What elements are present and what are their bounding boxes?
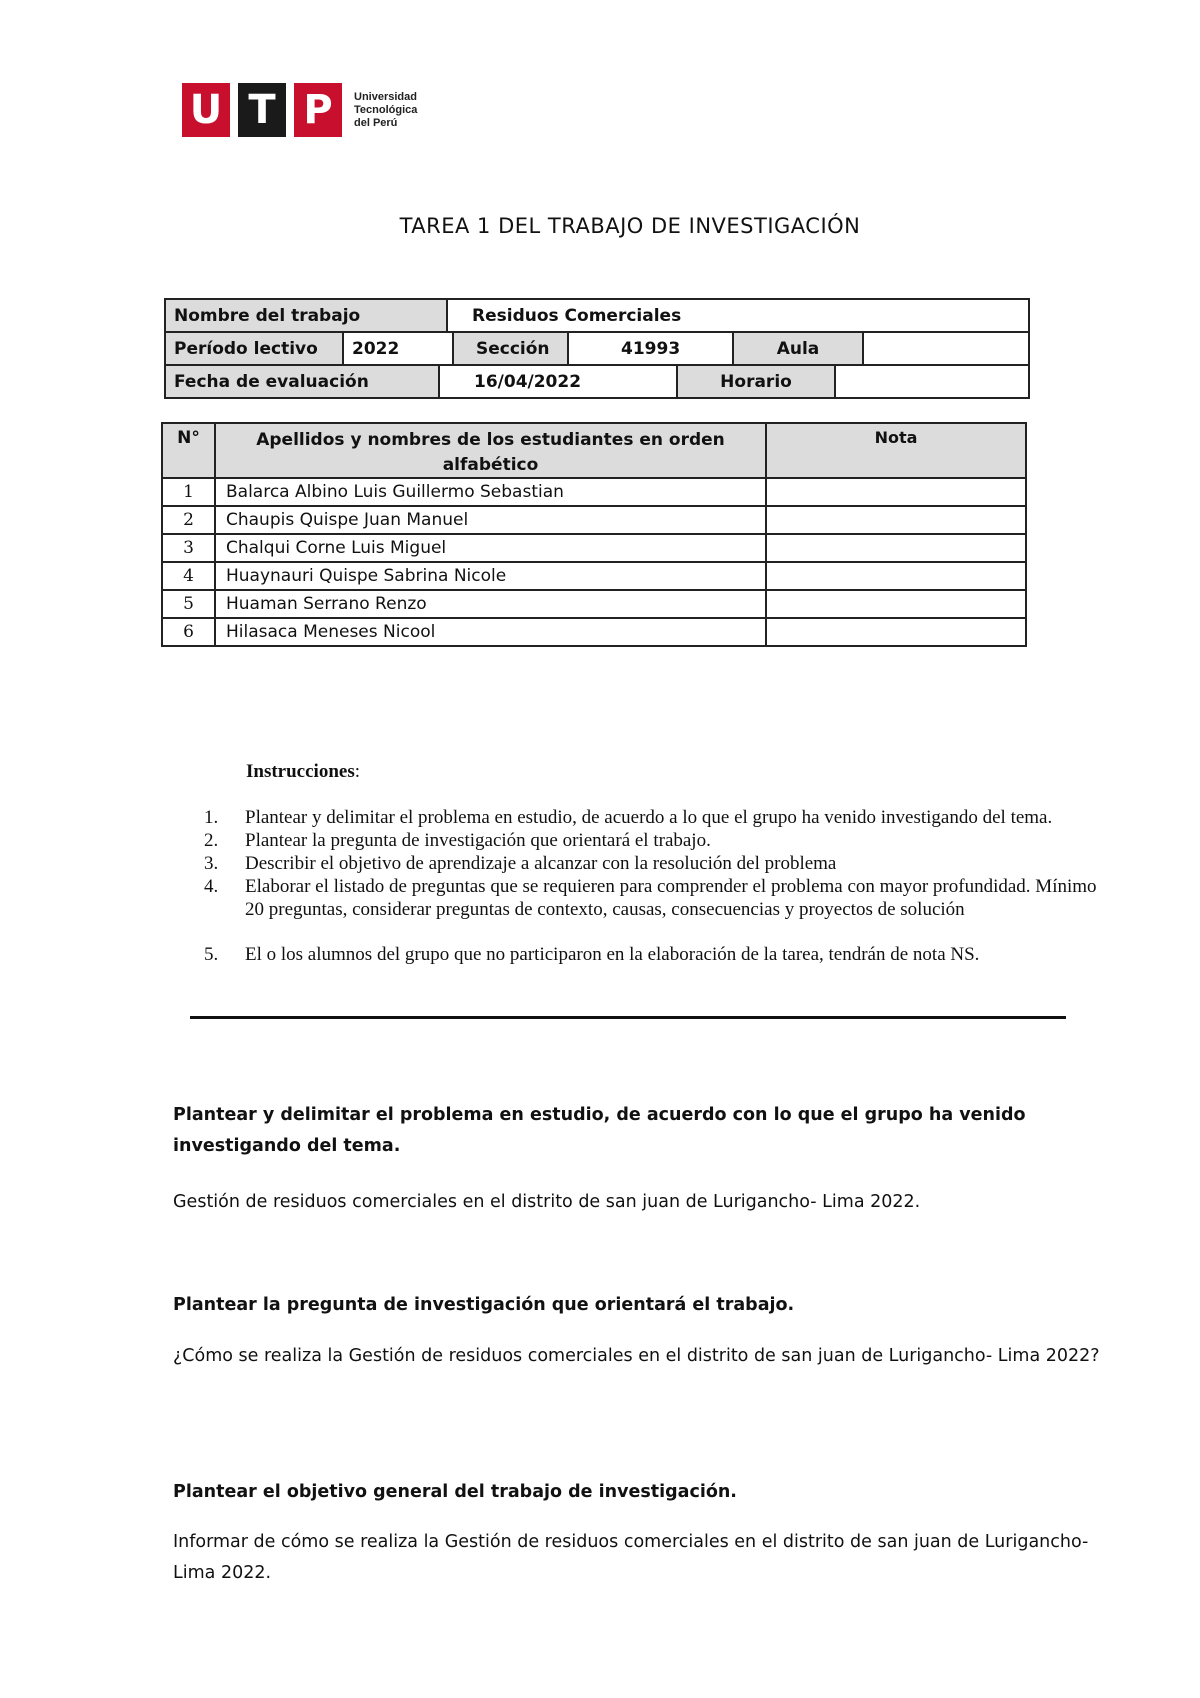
student-name: Chaupis Quispe Juan Manuel	[216, 507, 767, 533]
horario-value	[836, 366, 1028, 397]
instruction-item	[204, 943, 1104, 966]
logo-letter-p: P	[294, 83, 342, 137]
instructions-title-text: Instrucciones	[246, 761, 355, 782]
instructions-colon: :	[354, 761, 361, 782]
student-num: 1	[163, 479, 216, 505]
student-row	[163, 591, 1025, 619]
student-num: 2	[163, 507, 216, 533]
section-heading-problem: Plantear y delimitar el problema en estudio, de acuerdo con lo que el grupo ha venido investigando del tema.	[173, 1105, 1026, 1156]
logo-letter-u: U	[182, 83, 230, 137]
instructions-title	[246, 761, 360, 783]
nombre-value: Residuos Comerciales	[472, 305, 682, 326]
header-name: Apellidos y nombres de los estudiantes en orden alfabético	[216, 424, 767, 477]
logo-text	[354, 91, 417, 130]
student-name: Balarca Albino Luis Guillermo Sebastian	[216, 479, 767, 505]
instructions-list	[204, 806, 1104, 966]
section-text-question: ¿Cómo se realiza la Gestión de residuos comerciales en el distrito de san juan de Lurigancho- Lima 2022?	[173, 1346, 1100, 1366]
student-num: 3	[163, 535, 216, 561]
student-name: Hilasaca Meneses Nicool	[216, 619, 767, 645]
horario-label: Horario	[678, 366, 836, 397]
instruction-item	[204, 829, 1104, 852]
section-heading-question: Plantear la pregunta de investigación que orientará el trabajo.	[173, 1295, 795, 1315]
instruction-text: Plantear y delimitar el problema en estudio, de acuerdo a lo que el grupo ha venido investigando del tema.	[245, 807, 1053, 828]
section-heading-objective: Plantear el objetivo general del trabajo de investigación.	[173, 1482, 737, 1502]
header-grade: Nota	[874, 428, 918, 447]
student-row	[163, 479, 1025, 507]
instruction-num: 2.	[204, 830, 219, 851]
instruction-num: 4.	[204, 876, 219, 897]
student-row	[163, 535, 1025, 563]
fecha-value: 16/04/2022	[440, 366, 678, 397]
info-row-nombre	[166, 300, 1028, 333]
horizontal-rule	[190, 1016, 1066, 1019]
logo-line-2: Tecnológica	[354, 103, 418, 116]
student-num: 4	[163, 563, 216, 589]
document-title: TAREA 1 DEL TRABAJO DE INVESTIGACIÓN	[399, 214, 861, 238]
info-row-periodo	[166, 333, 1028, 366]
instruction-num: 1.	[204, 807, 219, 828]
info-row-fecha	[166, 366, 1028, 397]
student-name: Huaynauri Quispe Sabrina Nicole	[216, 563, 767, 589]
logo-line-3: del Perú	[354, 116, 398, 129]
student-grade	[767, 535, 1025, 561]
student-row	[163, 563, 1025, 591]
student-row	[163, 507, 1025, 535]
student-num: 5	[163, 591, 216, 617]
instruction-item	[204, 806, 1104, 829]
student-name: Chalqui Corne Luis Miguel	[216, 535, 767, 561]
instruction-text: Describir el objetivo de aprendizaje a alcanzar con la resolución del problema	[245, 853, 837, 874]
section-text-problem: Gestión de residuos comerciales en el distrito de san juan de Lurigancho- Lima 2022.	[173, 1192, 921, 1212]
instruction-item	[204, 852, 1104, 875]
student-grade	[767, 507, 1025, 533]
student-grade	[767, 479, 1025, 505]
instruction-item	[204, 875, 1104, 921]
seccion-label: Sección	[454, 333, 569, 364]
instruction-text: Elaborar el listado de preguntas que se requieren para comprender el problema con mayor profundidad. Mínimo 20 preguntas, considerar preguntas de contexto, causas, consecuencias y proyectos de solución	[245, 876, 1097, 920]
info-table	[164, 298, 1030, 399]
students-table	[161, 422, 1027, 647]
student-grade	[767, 591, 1025, 617]
utp-logo	[182, 83, 417, 137]
instruction-text: Plantear la pregunta de investigación que orientará el trabajo.	[245, 830, 711, 851]
instruction-num: 3.	[204, 853, 219, 874]
aula-value	[864, 333, 1028, 364]
header-num: N°	[163, 424, 216, 477]
nombre-label: Nombre del trabajo	[166, 300, 448, 331]
periodo-value: 2022	[344, 333, 454, 364]
seccion-value: 41993	[569, 333, 734, 364]
student-num: 6	[163, 619, 216, 645]
logo-line-1: Universidad	[354, 90, 417, 103]
student-grade	[767, 563, 1025, 589]
fecha-label: Fecha de evaluación	[166, 366, 440, 397]
student-grade	[767, 619, 1025, 645]
student-row	[163, 619, 1025, 645]
student-name: Huaman Serrano Renzo	[216, 591, 767, 617]
section-text-objective: Informar de cómo se realiza la Gestión de residuos comerciales en el distrito de san juan de Lurigancho- Lima 2022.	[173, 1532, 1089, 1583]
aula-label: Aula	[734, 333, 864, 364]
instruction-text: El o los alumnos del grupo que no participaron en la elaboración de la tarea, tendrán de nota NS.	[245, 944, 980, 965]
instruction-num: 5.	[204, 944, 219, 965]
logo-letter-t: T	[238, 83, 286, 137]
students-header-row	[163, 424, 1025, 479]
periodo-label: Período lectivo	[166, 333, 344, 364]
